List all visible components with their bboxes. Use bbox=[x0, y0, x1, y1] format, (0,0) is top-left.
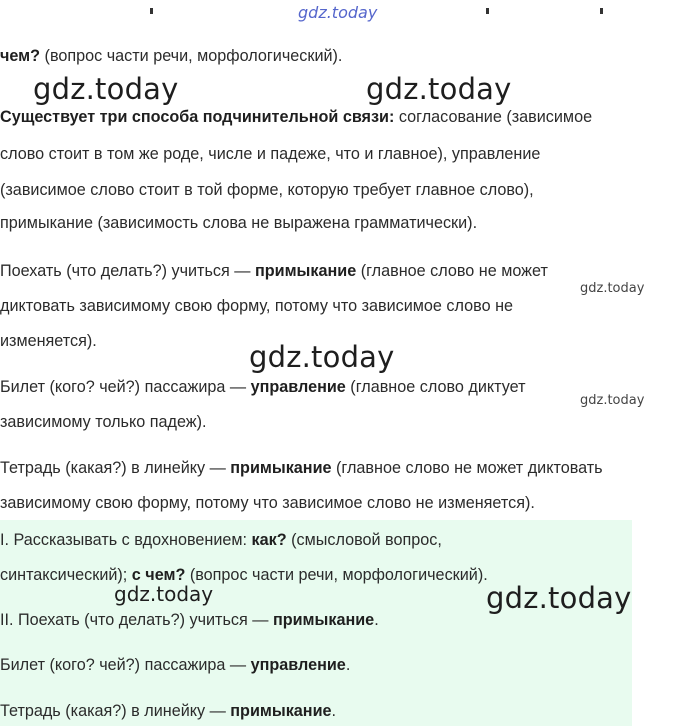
cropped-text-fragment bbox=[486, 8, 490, 22]
text-line bbox=[0, 610, 379, 630]
text-run: согласование (зависимое bbox=[394, 108, 593, 126]
text-run: (вопрос части речи, морфологический). bbox=[185, 566, 488, 584]
watermark: gdz.today bbox=[580, 393, 645, 408]
watermark: gdz.today bbox=[366, 72, 512, 106]
text-line bbox=[0, 261, 548, 281]
text-run: (вопрос части речи, морфологический). bbox=[40, 47, 343, 65]
text-run: Тетрадь (какая?) в линейку — bbox=[0, 702, 231, 720]
text-run: Тетрадь (какая?) в линейку — bbox=[0, 459, 231, 477]
bold-term: примыкание bbox=[272, 611, 375, 629]
watermark: gdz.today bbox=[33, 72, 179, 106]
watermark: gdz.today bbox=[486, 581, 632, 615]
bold-term: чем? bbox=[0, 47, 41, 65]
text-run: . bbox=[374, 611, 379, 629]
cropped-text-fragment bbox=[600, 8, 604, 22]
bold-term: с чем? bbox=[131, 566, 186, 584]
text-run: Билет (кого? чей?) пассажира — bbox=[0, 656, 251, 674]
text-line bbox=[0, 458, 603, 478]
text-line bbox=[0, 701, 336, 721]
bold-term: примыкание bbox=[230, 459, 332, 477]
watermark: gdz.today bbox=[298, 3, 378, 22]
text-line bbox=[0, 377, 526, 397]
text-run: Поехать (что делать?) учиться — bbox=[0, 262, 255, 280]
text-run: синтаксический); bbox=[0, 566, 132, 584]
bold-term: Существует три способа подчинительной связи: bbox=[0, 108, 395, 126]
text-run: диктовать зависимому свою форму, потому что зависимое слово не bbox=[0, 297, 514, 315]
text-run: Билет (кого? чей?) пассажира — bbox=[0, 378, 251, 396]
cropped-text-fragment bbox=[150, 8, 154, 22]
text-line bbox=[0, 493, 535, 513]
bold-term: управление bbox=[250, 656, 346, 674]
text-line bbox=[0, 213, 477, 233]
text-run: (зависимое слово стоит в той форме, которую требует главное слово), bbox=[0, 181, 534, 199]
bold-term: управление bbox=[250, 378, 346, 396]
text-run: (главное слово не может диктовать bbox=[331, 459, 603, 477]
text-line bbox=[0, 144, 540, 164]
text-line bbox=[0, 107, 592, 127]
text-line bbox=[0, 46, 342, 66]
text-run: . bbox=[345, 656, 351, 674]
text-run: изменяется). bbox=[0, 332, 97, 350]
text-run: слово стоит в том же роде, числе и падеже, что и главное), управление bbox=[0, 145, 541, 163]
text-line bbox=[0, 412, 207, 432]
text-run: II. Поехать (что делать?) учиться — bbox=[0, 611, 273, 629]
text-line bbox=[0, 565, 488, 585]
bold-term: примыкание bbox=[254, 262, 357, 280]
watermark: gdz.today bbox=[580, 281, 645, 296]
text-run: (главное слово диктует bbox=[345, 378, 526, 396]
text-run: зависимому только падеж). bbox=[0, 413, 207, 431]
text-line bbox=[0, 655, 350, 675]
watermark: gdz.today bbox=[249, 340, 395, 374]
text-run: (смысловой вопрос, bbox=[286, 531, 442, 549]
text-run: примыкание (зависимость слова не выражена грамматически). bbox=[0, 214, 478, 232]
text-line bbox=[0, 296, 513, 316]
bold-term: как? bbox=[251, 531, 287, 549]
text-run: I. Рассказывать с вдохновением: bbox=[0, 531, 252, 549]
text-run: зависимому свою форму, потому что зависимое слово не изменяется). bbox=[0, 494, 535, 512]
watermark: gdz.today bbox=[114, 582, 214, 606]
text-line bbox=[0, 331, 97, 351]
text-run: (главное слово не может bbox=[356, 262, 548, 280]
bold-term: примыкание bbox=[230, 702, 332, 720]
text-run: . bbox=[331, 702, 337, 720]
text-line bbox=[0, 180, 534, 200]
text-line bbox=[0, 530, 442, 550]
